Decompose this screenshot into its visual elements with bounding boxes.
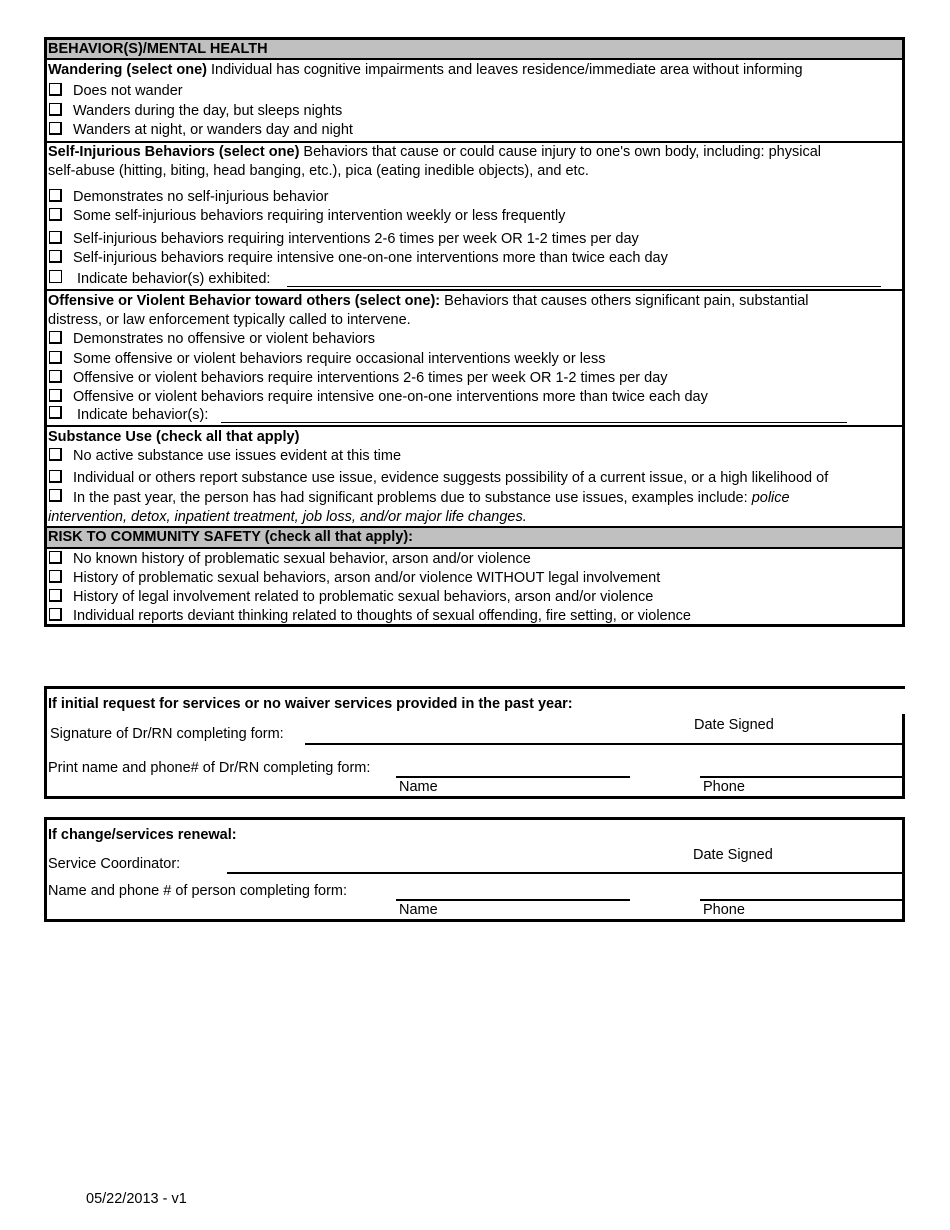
initial-title: If initial request for services or no waiver services provided in the past year: [48, 696, 573, 712]
initial-signature-line[interactable] [305, 743, 903, 745]
offensive-option-3: Offensive or violent behaviors require interventions 2-6 times per week OR 1-2 times per day [73, 370, 668, 386]
divider [44, 547, 905, 549]
self-injurious-indicate-line[interactable] [287, 286, 881, 287]
footer-version: 05/22/2013 - v1 [86, 1191, 187, 1207]
self-injurious-option-4: Self-injurious behaviors require intensive one-on-one interventions more than twice each day [73, 250, 668, 266]
self-injurious-desc: Behaviors that cause or could cause injury to one's own body, including: physical [299, 144, 821, 160]
initial-phone-caption: Phone [703, 779, 745, 795]
wandering-option-2: Wanders during the day, but sleeps nights [73, 103, 343, 119]
renewal-name-phone-label: Name and phone # of person completing form: [48, 883, 348, 899]
risk-option-2: History of problematic sexual behaviors, arson and/or violence WITHOUT legal involvement [73, 570, 661, 586]
offensive-option-1: Demonstrates no offensive or violent behaviors [73, 331, 375, 347]
offensive-indicate-line[interactable] [221, 422, 847, 423]
risk-checkbox-1[interactable] [49, 551, 62, 564]
renewal-title: If change/services renewal: [48, 827, 237, 843]
substance-option-3-italic: police [751, 490, 790, 506]
offensive-option-4: Offensive or violent behaviors require intensive one-on-one interventions more than twice each day [73, 389, 708, 405]
substance-checkbox-3[interactable] [49, 489, 62, 502]
offensive-indicate-label: Indicate behavior(s): [77, 407, 209, 423]
offensive-option-2: Some offensive or violent behaviors require occasional interventions weekly or less [73, 351, 606, 367]
risk-checkbox-2[interactable] [49, 570, 62, 583]
offensive-checkbox-3[interactable] [49, 370, 62, 383]
offensive-checkbox-indicate[interactable] [49, 406, 62, 419]
self-injurious-checkbox-3[interactable] [49, 231, 62, 244]
substance-option-3-text: In the past year, the person has had significant problems due to substance use issues, examples include: [73, 490, 752, 506]
substance-checkbox-2[interactable] [49, 470, 62, 483]
self-injurious-checkbox-2[interactable] [49, 208, 62, 221]
wandering-checkbox-2[interactable] [49, 103, 62, 116]
wandering-option-3: Wanders at night, or wanders day and night [73, 122, 353, 138]
self-injurious-checkbox-4[interactable] [49, 250, 62, 263]
initial-top-border [44, 686, 905, 689]
initial-bottom-border [44, 796, 905, 799]
substance-option-2: Individual or others report substance use issue, evidence suggests possibility of a current issue, or a high likelihood of [73, 470, 829, 486]
renewal-date-signed-label: Date Signed [693, 847, 773, 863]
wandering-checkbox-1[interactable] [49, 83, 62, 96]
self-injurious-checkbox-indicate[interactable] [49, 270, 62, 283]
initial-left-border [44, 686, 47, 799]
renewal-name-caption: Name [399, 902, 438, 918]
risk-option-1: No known history of problematic sexual behavior, arson and/or violence [73, 551, 531, 567]
self-injurious-desc-line2: self-abuse (hitting, biting, head banging, etc.), pica (eating inedible objects), and etc. [48, 163, 589, 179]
divider [44, 58, 905, 60]
renewal-phone-caption: Phone [703, 902, 745, 918]
substance-checkbox-1[interactable] [49, 448, 62, 461]
offensive-checkbox-2[interactable] [49, 351, 62, 364]
self-injurious-indicate-label: Indicate behavior(s) exhibited: [77, 271, 271, 287]
wandering-question [48, 61, 803, 79]
divider [44, 425, 905, 427]
behaviors-header: BEHAVIOR(S)/MENTAL HEALTH [48, 41, 268, 57]
risk-header: RISK TO COMMUNITY SAFETY (check all that apply): [48, 529, 413, 545]
risk-checkbox-4[interactable] [49, 608, 62, 621]
wandering-option-1: Does not wander [73, 83, 183, 99]
divider [44, 289, 905, 291]
risk-checkbox-3[interactable] [49, 589, 62, 602]
risk-option-3: History of legal involvement related to problematic sexual behaviors, arson and/or violence [73, 589, 654, 605]
self-injurious-question [48, 143, 821, 161]
offensive-checkbox-1[interactable] [49, 331, 62, 344]
substance-title: Substance Use (check all that apply) [48, 429, 300, 445]
offensive-checkbox-4[interactable] [49, 389, 62, 402]
substance-option-1: No active substance use issues evident at this time [73, 448, 402, 464]
risk-option-4: Individual reports deviant thinking related to thoughts of sexual offending, fire setting, or violence [73, 608, 691, 624]
wandering-desc: Individual has cognitive impairments and leaves residence/immediate area without informing [206, 62, 803, 78]
self-injurious-option-1: Demonstrates no self-injurious behavior [73, 189, 329, 205]
substance-option-3-line2: intervention, detox, inpatient treatment, job loss, and/or major life changes. [48, 509, 527, 525]
self-injurious-option-3: Self-injurious behaviors requiring interventions 2-6 times per week OR 1-2 times per day [73, 231, 639, 247]
substance-option-3 [73, 489, 790, 507]
wandering-checkbox-3[interactable] [49, 122, 62, 135]
initial-print-label: Print name and phone# of Dr/RN completing form: [48, 760, 371, 776]
initial-right-border [902, 714, 905, 799]
self-injurious-title: Self-Injurious Behaviors (select one) [48, 144, 300, 160]
wandering-title: Wandering (select one) [48, 62, 207, 78]
self-injurious-option-2: Some self-injurious behaviors requiring intervention weekly or less frequently [73, 208, 566, 224]
initial-name-caption: Name [399, 779, 438, 795]
offensive-desc-line2: distress, or law enforcement typically called to intervene. [48, 312, 411, 328]
renewal-coordinator-line[interactable] [227, 872, 903, 874]
renewal-coordinator-label: Service Coordinator: [48, 856, 181, 872]
offensive-title: Offensive or Violent Behavior toward others (select one): [48, 293, 441, 309]
initial-signature-label: Signature of Dr/RN completing form: [50, 726, 284, 742]
initial-date-signed-label: Date Signed [694, 717, 774, 733]
offensive-desc: Behaviors that causes others significant pain, substantial [440, 293, 809, 309]
offensive-question [48, 292, 808, 310]
self-injurious-checkbox-1[interactable] [49, 189, 62, 202]
